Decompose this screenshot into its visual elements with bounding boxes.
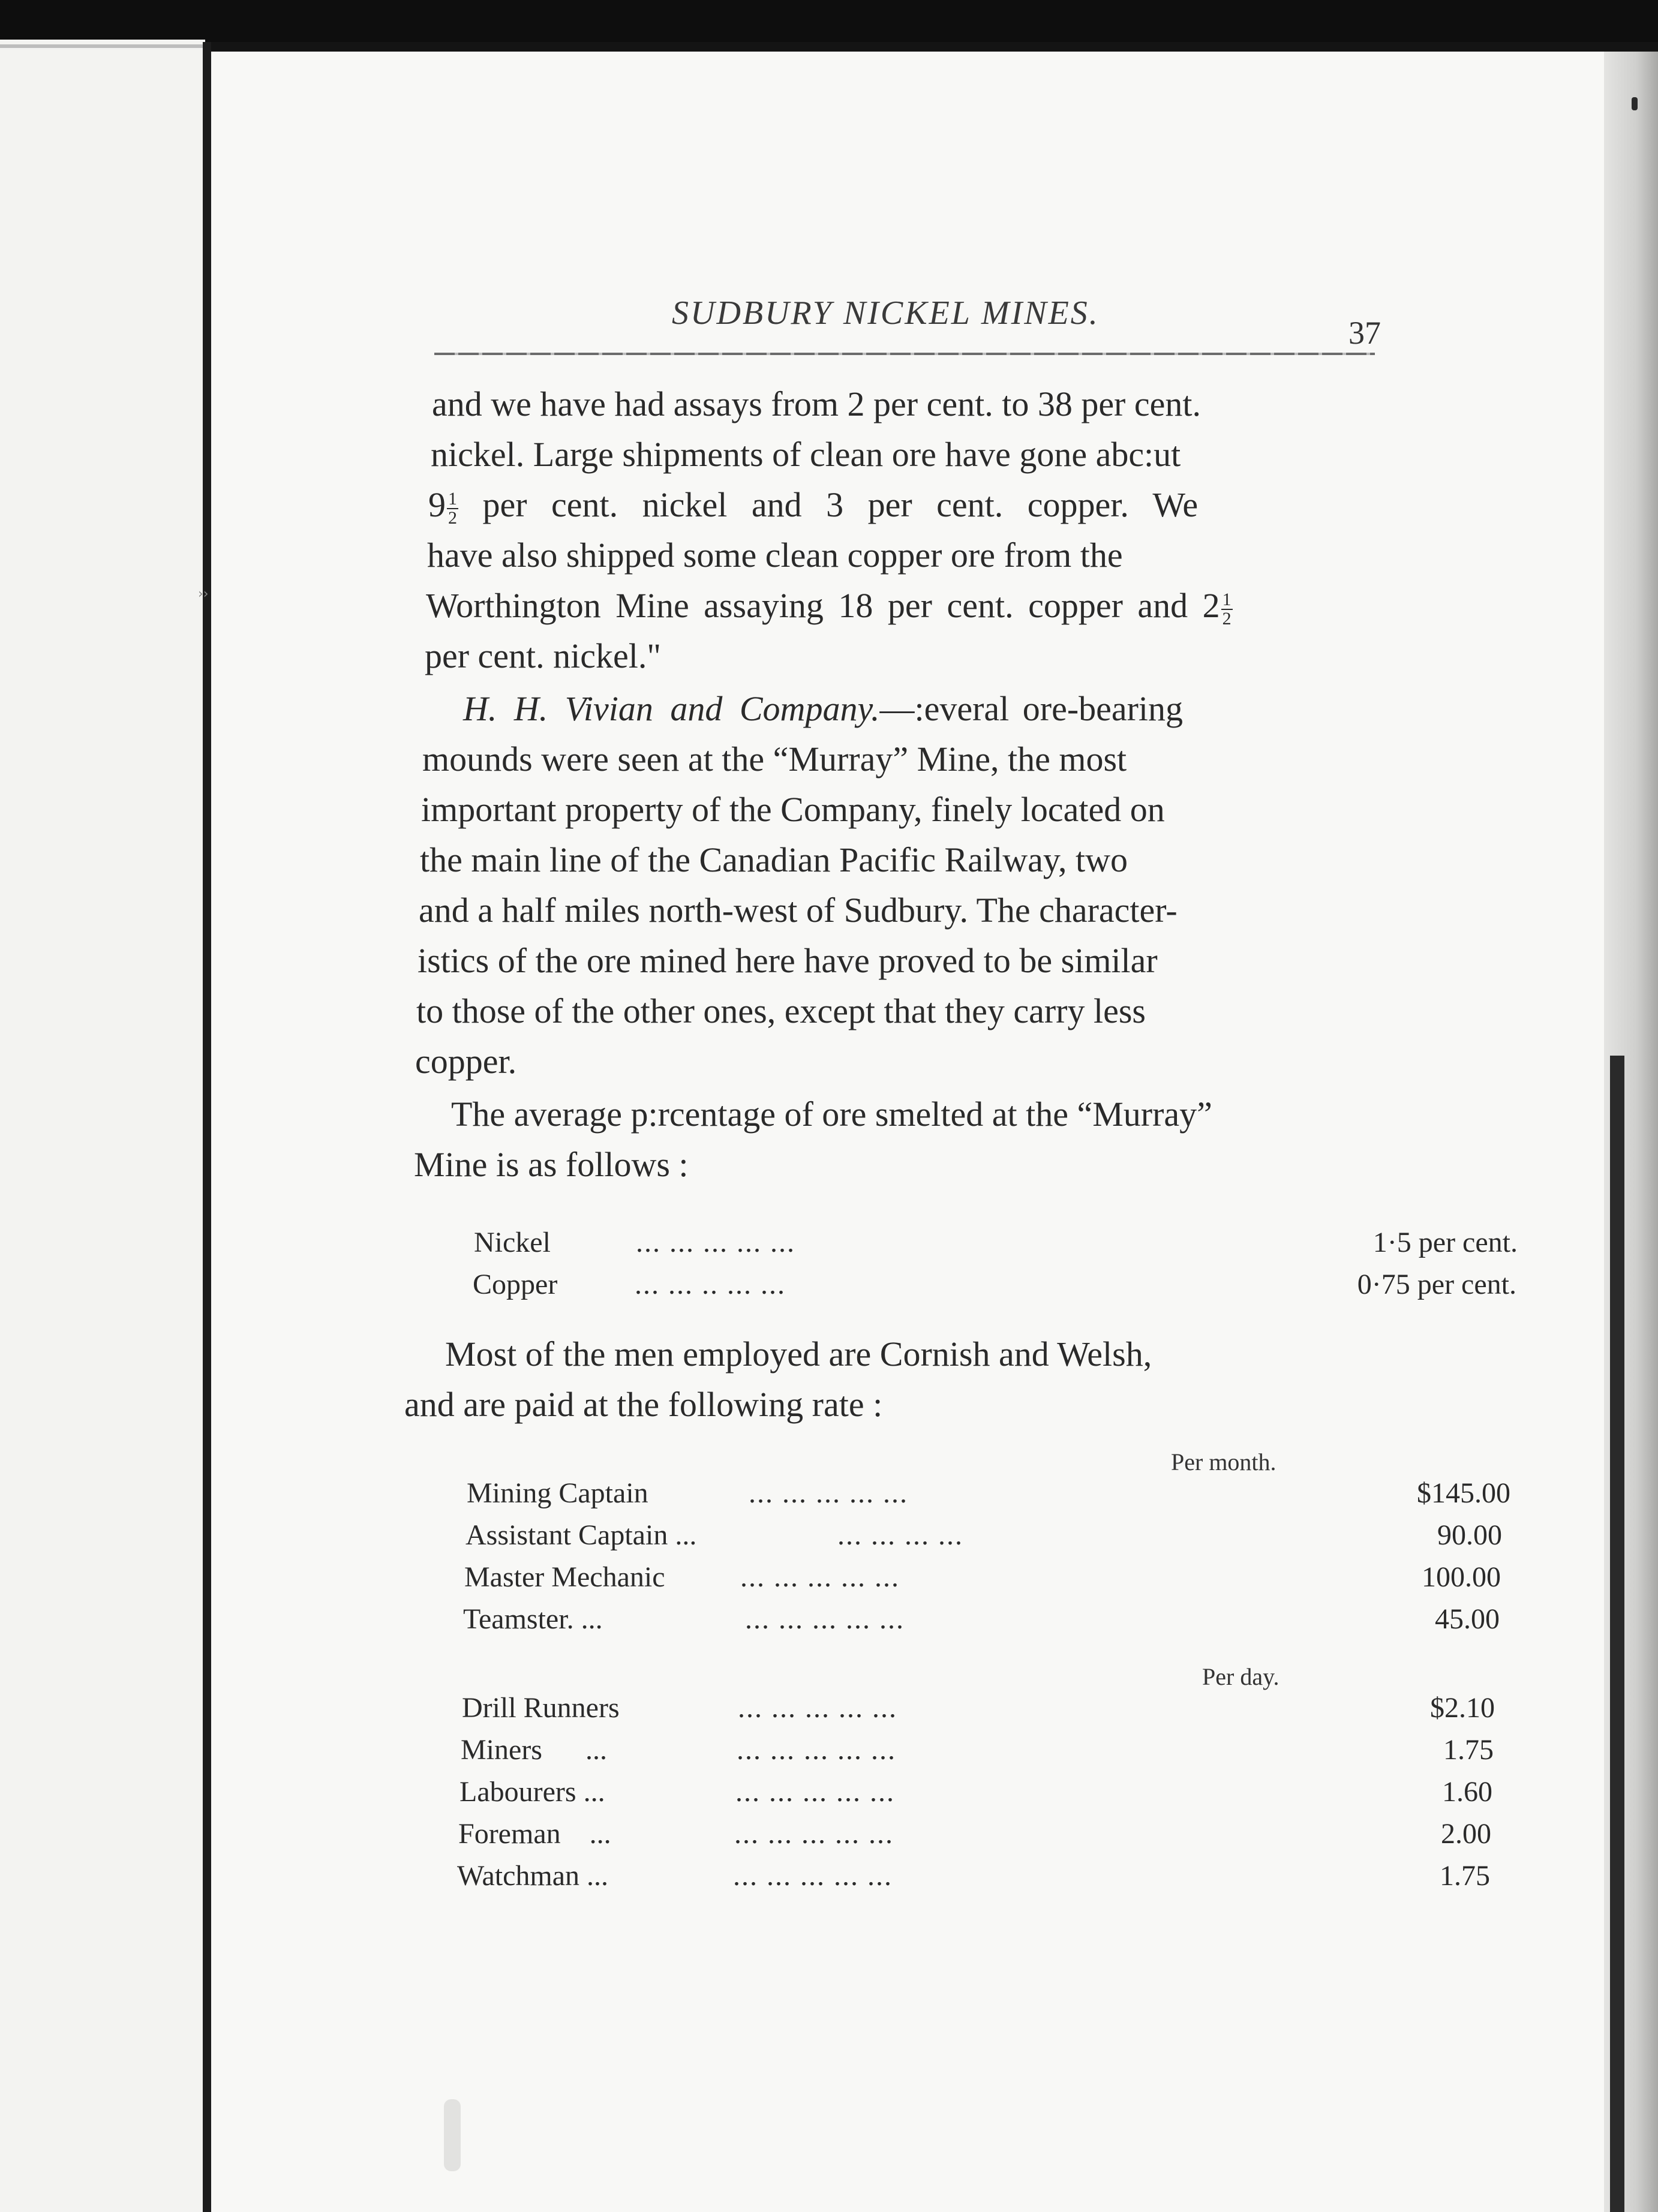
body-line: per cent. nickel.": [425, 636, 662, 675]
body-line: nickel. Large shipments of clean ore have gone abc:ut: [431, 435, 1181, 474]
running-title: SUDBURY NICKEL MINES.: [672, 294, 1100, 332]
body-line: have also shipped some clean copper ore from the: [427, 536, 1123, 575]
table-row: Labourers ... ... ... ... ... ... 1.60: [459, 1776, 1492, 1808]
body-line: copper.: [415, 1042, 517, 1081]
body-line: istics of the ore mined here have proved to be similar: [417, 941, 1158, 980]
scan-blemish: [444, 2099, 461, 2171]
facing-page-shadow: [0, 44, 205, 48]
body-line: important property of the Company, finely located on: [421, 790, 1165, 829]
scan-speck: [1632, 97, 1638, 110]
body-line: 9 $\frac{1}{2}$ per cent. nickel and 3 per cent. copper. We: [428, 485, 1199, 528]
body-line: and a half miles north-west of Sudbury. The character-: [419, 891, 1178, 930]
company-name: H. H. Vivian and Company.: [463, 689, 880, 728]
body-line: and we have had assays from 2 per cent. to 38 per cent.: [432, 384, 1201, 423]
margin-mark-icon: ››: [198, 587, 209, 602]
table-row: Foreman ... ... ... ... ... ... 2.00: [458, 1818, 1491, 1850]
table-row: Assistant Captain ... ... ... ... ... 90.00: [465, 1519, 1502, 1551]
body-line: The average p:rcentage of ore smelted at the “Murray”: [451, 1095, 1212, 1134]
per-day-header: Per day.: [1202, 1663, 1279, 1690]
fraction: $\frac{1}{2}$: [1222, 589, 1232, 629]
table-row: Drill Runners ... ... ... ... ... $2.10: [462, 1692, 1495, 1724]
body-line: mounds were seen at the “Murray” Mine, the most: [422, 740, 1127, 779]
table-row: Nickel ... ... ... ... ... 1·5 per cent.: [474, 1227, 1518, 1258]
body-line: H. H. Vivian and Company.—:everal ore-bearing: [463, 689, 1184, 728]
table-row: Copper ... ... .. ... ... 0·75 per cent.: [473, 1269, 1516, 1300]
book-page: [211, 52, 1604, 2212]
facing-page-edge: [0, 40, 205, 2212]
body-line: and are paid at the following rate :: [404, 1385, 883, 1424]
body-line: Mine is as follows :: [414, 1145, 689, 1184]
body-line: Worthington Mine assaying 18 per cent. copper and 2 $\frac{1}{2}$: [426, 586, 1232, 629]
scan-right-shadow: [1610, 1056, 1624, 2212]
body-line: the main line of the Canadian Pacific Railway, two: [420, 840, 1128, 879]
table-row: Master Mechanic ... ... ... ... ... 100.00: [464, 1561, 1501, 1593]
table-row: Miners ... ... ... ... ... ... 1.75: [461, 1734, 1494, 1766]
book-gutter: [203, 42, 211, 2212]
table-row: Mining Captain ... ... ... ... ... $145.00: [467, 1477, 1510, 1509]
body-line: to those of the other ones, except that they carry less: [416, 991, 1146, 1030]
scan-top-border: [0, 0, 1658, 42]
per-month-header: Per month.: [1171, 1448, 1276, 1475]
header-rule: [434, 353, 1375, 355]
fraction: $\frac{1}{2}$: [448, 488, 457, 528]
table-row: Watchman ... ... ... ... ... ... 1.75: [457, 1860, 1490, 1892]
body-line: Most of the men employed are Cornish and Welsh,: [445, 1335, 1152, 1374]
table-row: Teamster. ... ... ... ... ... ... 45.00: [463, 1603, 1500, 1635]
page-number: 37: [1348, 315, 1381, 351]
